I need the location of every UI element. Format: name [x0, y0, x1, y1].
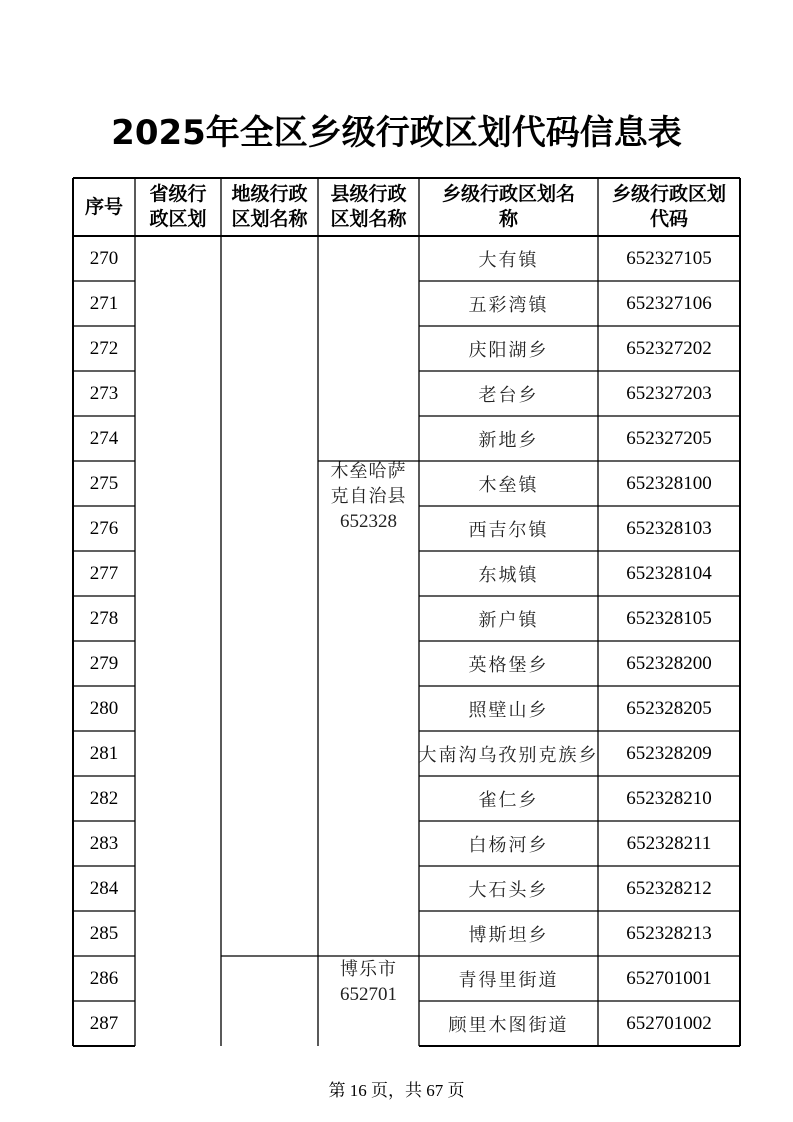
row-township-code: 652328100: [626, 472, 712, 494]
row-township-name: 五彩湾镇: [468, 294, 549, 316]
row-township-code: 652328213: [626, 922, 712, 944]
county-cell-mulei: 木垒哈萨 克自治县 652328: [330, 461, 407, 532]
row-township-name: 照壁山乡: [468, 699, 549, 721]
row-township-code: 652328212: [626, 877, 712, 899]
row-township-code: 652327202: [626, 337, 712, 359]
row-township-code: 652328210: [626, 787, 712, 809]
row-township-code: 652328200: [626, 652, 712, 674]
row-seq: 271: [89, 292, 119, 314]
row-township-name: 庆阳湖乡: [468, 339, 549, 361]
row-township-code: 652327203: [626, 382, 712, 404]
row-township-name: 英格堡乡: [468, 654, 549, 676]
header-township-code: 乡级行政区划 代码: [611, 183, 726, 230]
row-township-name: 大南沟乌孜别克族乡: [419, 744, 598, 766]
row-township-name: 博斯坦乡: [468, 924, 549, 946]
row-township-code: 652327106: [626, 292, 712, 314]
row-township-code: 652328211: [626, 832, 712, 854]
row-township-code: 652328105: [626, 607, 712, 629]
row-township-name: 木垒镇: [478, 474, 539, 496]
header-prefecture: 地级行政 区划名称: [231, 183, 308, 230]
row-seq: 284: [89, 877, 119, 899]
row-township-name: 顾里木图街道: [448, 1014, 569, 1036]
row-township-name: 新户镇: [478, 609, 539, 631]
row-seq: 272: [89, 337, 119, 359]
row-seq: 276: [89, 517, 119, 539]
row-township-name: 雀仁乡: [478, 789, 539, 811]
page-footer: 第 16 页，共 67 页: [328, 1081, 465, 1100]
row-township-name: 西吉尔镇: [468, 519, 549, 541]
row-township-code: 652328205: [626, 697, 712, 719]
row-township-name: 新地乡: [478, 429, 539, 451]
row-township-code: 652701002: [626, 1012, 712, 1034]
row-seq: 286: [89, 967, 119, 989]
header-seq: 序号: [84, 195, 123, 218]
page-title: 2025年全区乡级行政区划代码信息表: [111, 113, 682, 153]
row-seq: 285: [89, 922, 119, 944]
row-seq: 282: [89, 787, 119, 809]
row-township-name: 东城镇: [478, 564, 539, 586]
county-cell-bole: 博乐市 652701: [340, 959, 397, 1005]
row-township-name: 老台乡: [478, 384, 539, 406]
row-township-code: 652327105: [626, 247, 712, 269]
row-seq: 278: [89, 607, 119, 629]
header-township-name: 乡级行政区划名 称: [441, 183, 575, 230]
row-seq: 275: [89, 472, 119, 494]
row-seq: 273: [89, 382, 119, 404]
row-township-code: 652701001: [626, 967, 712, 989]
row-township-name: 大有镇: [478, 249, 539, 271]
row-township-code: 652328103: [626, 517, 712, 539]
row-township-code: 652328209: [626, 742, 712, 764]
row-seq: 283: [89, 832, 119, 854]
row-township-name: 大石头乡: [468, 879, 549, 901]
row-township-code: 652328104: [626, 562, 712, 584]
row-township-name: 白杨河乡: [468, 834, 549, 856]
row-seq: 280: [89, 697, 119, 719]
row-township-code: 652327205: [626, 427, 712, 449]
row-seq: 279: [89, 652, 119, 674]
row-seq: 270: [89, 247, 119, 269]
row-seq: 281: [89, 742, 119, 764]
row-seq: 287: [89, 1012, 119, 1034]
row-seq: 277: [89, 562, 119, 584]
row-township-name: 青得里街道: [458, 969, 559, 991]
header-province: 省级行 政区划: [149, 183, 207, 230]
header-county: 县级行政 区划名称: [330, 183, 407, 230]
row-seq: 274: [89, 427, 119, 449]
